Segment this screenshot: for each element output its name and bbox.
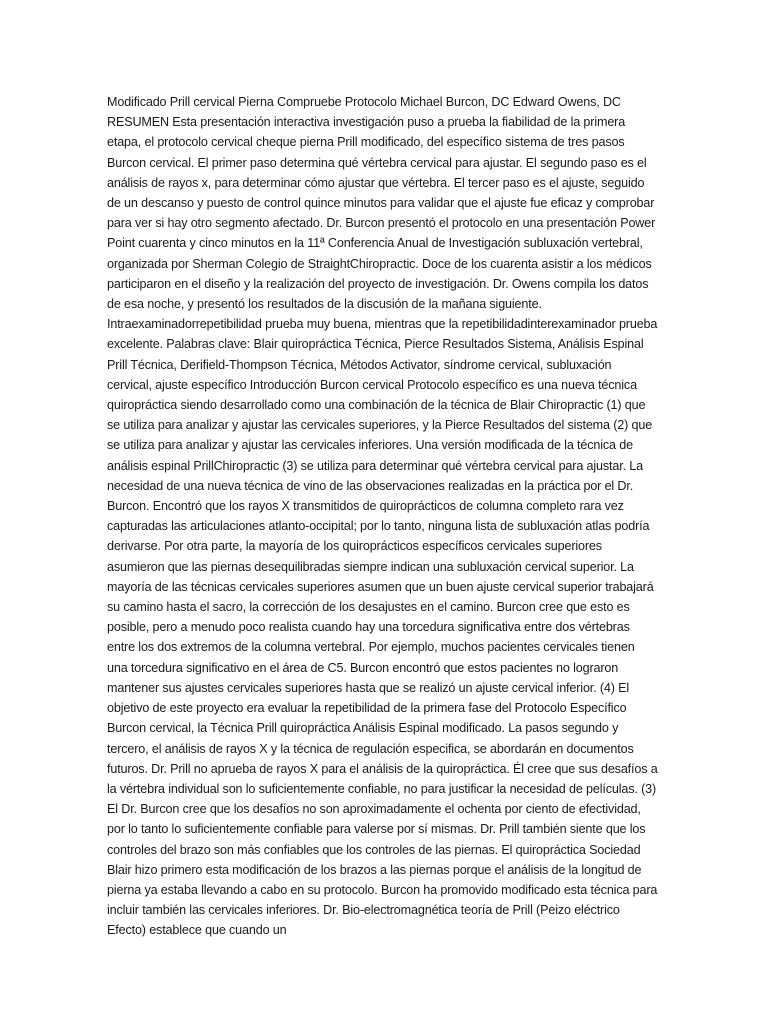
body-paragraph: Modificado Prill cervical Pierna Compruebe Protocolo Michael Burcon, DC Edward Owens, DC RESUMEN Esta presentación interactiva investigación puso a prueba la fiabilidad de la primera etapa, el protocolo cervical cheque pierna Prill modificado, del específico sistema de tres pasos Burcon cervical. El primer paso determina qué vértebra cervical para ajustar. El segundo paso es el análisis de rayos x, para determinar cómo ajustar que vértebra. El tercer paso es el ajuste, seguido de un descanso y puesto de control quince minutos para validar que el ajuste fue eficaz y comprobar para ver si hay otro segmento afectado. Dr. Burcon presentó el protocolo en una presentación Power Point cuarenta y cinco minutos en la 11ª Conferencia Anual de Investigación subluxación vertebral, organizada por Sherman Colegio de StraightChiropractic. Doce de los cuarenta asistir a los médicos participaron en el diseño y la realización del proyecto de investigación. Dr. Owens compila los datos de esa noche, y presentó los resultados de la discusión de la mañana siguiente. Intraexaminadorrepetibilidad prueba muy buena, mientras que la repetibilidadinterexaminador prueba excelente. Palabras clave: Blair quiropráctica Técnica, Pierce Resultados Sistema, Análisis Espinal Prill Técnica, Derifield-Thompson Técnica, Métodos Activator, síndrome cervical, subluxación cervical, ajuste específico Introducción Burcon cervical Protocolo específico es una nueva técnica quiropráctica siendo desarrollado como una combinación de la técnica de Blair Chiropractic (1) que se utiliza para analizar y ajustar las cervicales superiores, y la Pierce Resultados del sistema (2) que se utiliza para analizar y ajustar las cervicales inferiores. Una versión modificada de la técnica de análisis espinal PrillChiropractic (3) se utiliza para determinar qué vértebra cervical para ajustar. La necesidad de una nueva técnica de vino de las observaciones realizadas en la práctica por el Dr. Burcon. Encontró que los rayos X transmitidos de quiroprácticos de columna completo rara vez capturadas las articulaciones atlanto-occipital; por lo tanto, ninguna lista de subluxación atlas podría derivarse. Por otra parte, la mayoría de los quiroprácticos específicos cervicales superiores asumieron que las piernas desequilibradas siempre indican una subluxación cervical superior. La mayoría de las técnicas cervicales superiores asumen que un buen ajuste cervical superior trabajará su camino hasta el sacro, la corrección de los desajustes en el camino. Burcon cree que esto es posible, pero a menudo poco realista cuando hay una torcedura significativa entre dos vértebras entre los dos extremos de la columna vertebral. Por ejemplo, muchos pacientes cervicales tienen una torcedura significativo en el área de C5. Burcon encontró que estos pacientes no lograron mantener sus ajustes cervicales superiores hasta que se realizó un ajuste cervical inferior. (4) El objetivo de este proyecto era evaluar la repetibilidad de la primera fase del Protocolo Específico Burcon cervical, la Técnica Prill quiropráctica Análisis Espinal modificado. La pasos segundo y tercero, el análisis de rayos X y la técnica de regulación especifica, se abordarán en documentos futuros. Dr. Prill no aprueba de rayos X para el análisis de la quiropráctica. Él cree que sus desafíos a la vértebra individual son lo suficientemente confiable, no para justificar la necesidad de películas. (3) El Dr. Burcon cree que los desafíos no son aproximadamente el ochenta por ciento de efectividad, por lo tanto lo suficientemente confiable para valerse por sí mismas. Dr. Prill también siente que los controles del brazo son más confiables que los controles de las piernas. El quiropráctica Sociedad Blair hizo primero esta modificación de los brazos a las piernas porque el análisis de la longitud de pierna ya estaba llevando a cabo en su protocolo. Burcon ha promovido modificado esta técnica para incluir también las cervicales inferiores. Dr. Bio-electromagnética teoría de Prill (Peizo eléctrico Efecto) establece que cuando un: [107, 95, 658, 938]
